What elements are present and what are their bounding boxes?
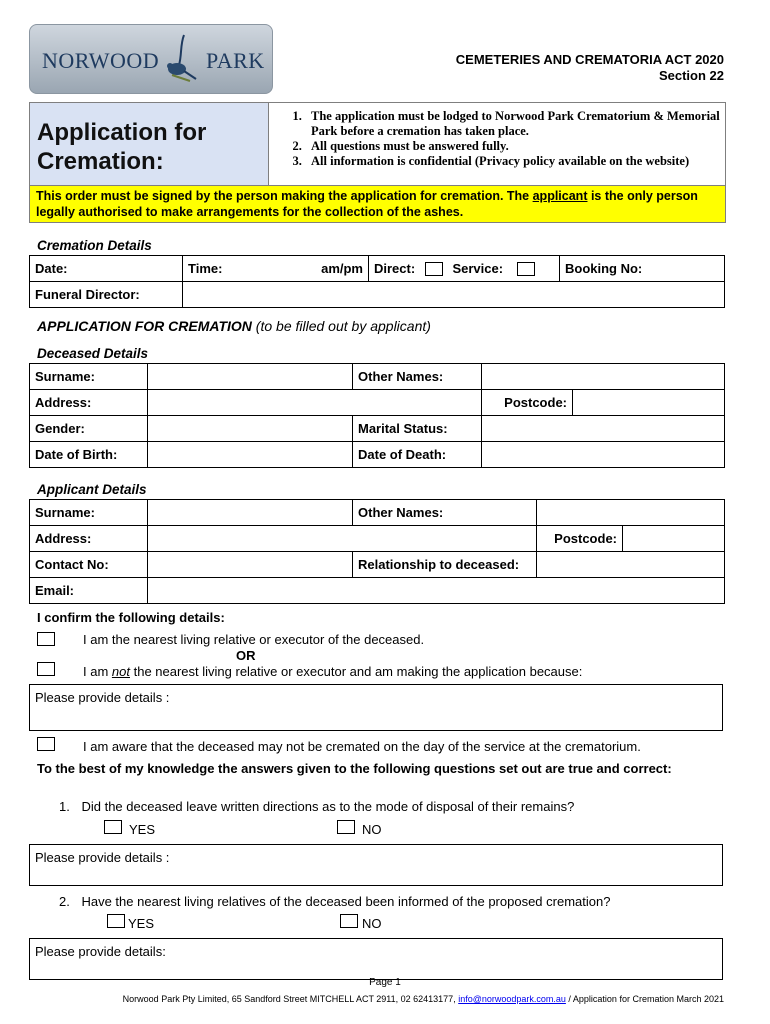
applicant-postcode-field[interactable] bbox=[623, 526, 725, 552]
aware-text: I am aware that the deceased may not be cremated on the day of the service at the crematorium. bbox=[83, 739, 641, 754]
deceased-postcode-field[interactable] bbox=[573, 390, 725, 416]
applicant-postcode-label: Postcode: bbox=[537, 526, 623, 552]
deceased-address-field[interactable] bbox=[148, 390, 482, 416]
logo-left-word: NORWOOD bbox=[42, 48, 160, 73]
funeral-director-field[interactable] bbox=[183, 282, 725, 308]
act-header bbox=[456, 52, 724, 84]
q1-yes-label: YES bbox=[129, 822, 156, 837]
q1-no-checkbox[interactable] bbox=[337, 820, 355, 834]
question-1-text: Did the deceased leave written directions as to the mode of disposal of their remains? bbox=[81, 799, 575, 814]
deceased-surname-field[interactable] bbox=[148, 364, 353, 390]
question-1 bbox=[59, 799, 574, 814]
footer-trail: / Application for Cremation March 2021 bbox=[565, 994, 724, 1004]
deceased-other-names-label: Other Names: bbox=[353, 364, 482, 390]
deceased-surname-label: Surname: bbox=[30, 364, 148, 390]
applicant-contact-label: Contact No: bbox=[30, 552, 148, 578]
deceased-dod-label: Date of Death: bbox=[353, 442, 482, 468]
q2-details-box[interactable] bbox=[29, 938, 723, 980]
nearest-relative-text: I am the nearest living relative or executor of the deceased. bbox=[83, 632, 425, 647]
rule-item: 2. All questions must be answered fully. bbox=[305, 139, 725, 154]
question-2-number: 2. bbox=[59, 894, 70, 909]
applicant-address-field[interactable] bbox=[148, 526, 537, 552]
applicant-email-field[interactable] bbox=[148, 578, 725, 604]
not-nearest-relative-text bbox=[83, 664, 582, 679]
deceased-gender-label: Gender: bbox=[30, 416, 148, 442]
applicant-surname-field[interactable] bbox=[148, 500, 353, 526]
application-heading bbox=[37, 318, 431, 334]
funeral-director-label: Funeral Director: bbox=[30, 282, 183, 308]
rule-item: 1. The application must be lodged to Norwood Park Crematorium & Memorial Park before a cremation has taken place. bbox=[305, 109, 725, 139]
footer-text bbox=[123, 994, 724, 1004]
time-cell[interactable] bbox=[183, 256, 369, 282]
page-number: Page 1 bbox=[369, 977, 401, 988]
applicant-other-names-field[interactable] bbox=[537, 500, 725, 526]
q2-yes-label: YES bbox=[128, 916, 155, 931]
nearest-relative-checkbox[interactable] bbox=[37, 632, 55, 646]
question-2-text: Have the nearest living relatives of the deceased been informed of the proposed cremation? bbox=[81, 894, 611, 909]
question-1-number: 1. bbox=[59, 799, 70, 814]
q1-no-label: NO bbox=[362, 822, 382, 837]
form-title-line2: Cremation: bbox=[37, 148, 164, 175]
applicant-contact-field[interactable] bbox=[148, 552, 353, 578]
banner-text-end: is the only person legally authorised to make arrangements for the collection of the ashes. bbox=[36, 189, 698, 219]
deceased-other-names-field[interactable] bbox=[482, 364, 725, 390]
applicant-details-heading: Applicant Details bbox=[37, 482, 147, 497]
cremation-details-heading: Cremation Details bbox=[37, 238, 152, 253]
footer-email-link[interactable]: info@norwoodpark.com.au bbox=[458, 994, 566, 1004]
direct-checkbox[interactable] bbox=[425, 262, 443, 276]
reason-details-box[interactable] bbox=[29, 684, 723, 731]
q2-no-checkbox[interactable] bbox=[340, 914, 358, 928]
not-nearest-relative-checkbox[interactable] bbox=[37, 662, 55, 676]
q2-details-label: Please provide details: bbox=[35, 944, 166, 959]
q2-no-label: NO bbox=[362, 916, 382, 931]
deceased-dob-label: Date of Birth: bbox=[30, 442, 148, 468]
direct-service-cell bbox=[369, 256, 560, 282]
applicant-details-table bbox=[29, 499, 725, 604]
deceased-postcode-label: Postcode: bbox=[482, 390, 573, 416]
cremation-details-table bbox=[29, 255, 725, 308]
banner-applicant-word: applicant bbox=[532, 189, 588, 203]
option2-not-word: not bbox=[111, 664, 130, 679]
applicant-relationship-field[interactable] bbox=[537, 552, 725, 578]
confirm-heading: I confirm the following details: bbox=[37, 610, 225, 625]
deceased-details-heading: Deceased Details bbox=[37, 346, 149, 361]
deceased-marital-label: Marital Status: bbox=[353, 416, 482, 442]
applicant-relationship-label: Relationship to deceased: bbox=[353, 552, 537, 578]
applicant-other-names-label: Other Names: bbox=[353, 500, 537, 526]
question-2 bbox=[59, 894, 610, 909]
applicant-surname-label: Surname: bbox=[30, 500, 148, 526]
knowledge-statement: To the best of my knowledge the answers given to the following questions set out are true and correct: bbox=[37, 761, 672, 776]
deceased-dob-field[interactable] bbox=[148, 442, 353, 468]
service-checkbox[interactable] bbox=[517, 262, 535, 276]
booking-no-label: Booking No: bbox=[560, 256, 725, 282]
option2-end: the nearest living relative or executor and am making the application because: bbox=[129, 664, 583, 679]
ampm-label: am/pm bbox=[321, 261, 363, 276]
reason-details-label: Please provide details : bbox=[35, 690, 170, 705]
act-title: CEMETERIES AND CREMATORIA ACT 2020 bbox=[455, 52, 724, 67]
time-label: Time: bbox=[188, 261, 223, 276]
applicant-address-label: Address: bbox=[30, 526, 148, 552]
q1-yes-checkbox[interactable] bbox=[104, 820, 122, 834]
q2-yes-checkbox[interactable] bbox=[107, 914, 125, 928]
banner-text-start: This order must be signed by the person making the application for cremation. The bbox=[36, 189, 533, 203]
footer-company: Norwood Park Pty Limited, 65 Sandford Street MITCHELL ACT 2911, 02 62413177, bbox=[122, 994, 459, 1004]
applicant-email-label: Email: bbox=[30, 578, 148, 604]
or-label: OR bbox=[236, 648, 256, 663]
deceased-marital-field[interactable] bbox=[482, 416, 725, 442]
service-label: Service: bbox=[452, 260, 504, 276]
date-label: Date: bbox=[30, 256, 183, 282]
application-heading-bold: APPLICATION FOR CREMATION bbox=[37, 318, 252, 334]
option2-start: I am bbox=[83, 664, 112, 679]
bird-icon bbox=[164, 31, 202, 85]
lodgement-rules bbox=[268, 102, 726, 186]
application-heading-note: (to be filled out by applicant) bbox=[251, 318, 431, 334]
act-section: Section 22 bbox=[658, 68, 724, 83]
q1-details-label: Please provide details : bbox=[35, 850, 170, 865]
signature-notice-banner bbox=[29, 185, 726, 223]
logo-right-word: PARK bbox=[206, 48, 265, 73]
q1-details-box[interactable] bbox=[29, 844, 723, 886]
deceased-address-label: Address: bbox=[30, 390, 148, 416]
form-title bbox=[37, 118, 206, 176]
norwood-park-logo bbox=[29, 24, 273, 94]
direct-label: Direct: bbox=[374, 260, 416, 276]
deceased-gender-field[interactable] bbox=[148, 416, 353, 442]
deceased-details-table bbox=[29, 363, 725, 468]
rule-item: 3. All information is confidential (Privacy policy available on the website) bbox=[305, 154, 725, 169]
aware-checkbox[interactable] bbox=[37, 737, 55, 751]
form-title-box bbox=[29, 102, 269, 186]
form-title-line1: Application for bbox=[37, 119, 207, 146]
deceased-dod-field[interactable] bbox=[482, 442, 725, 468]
